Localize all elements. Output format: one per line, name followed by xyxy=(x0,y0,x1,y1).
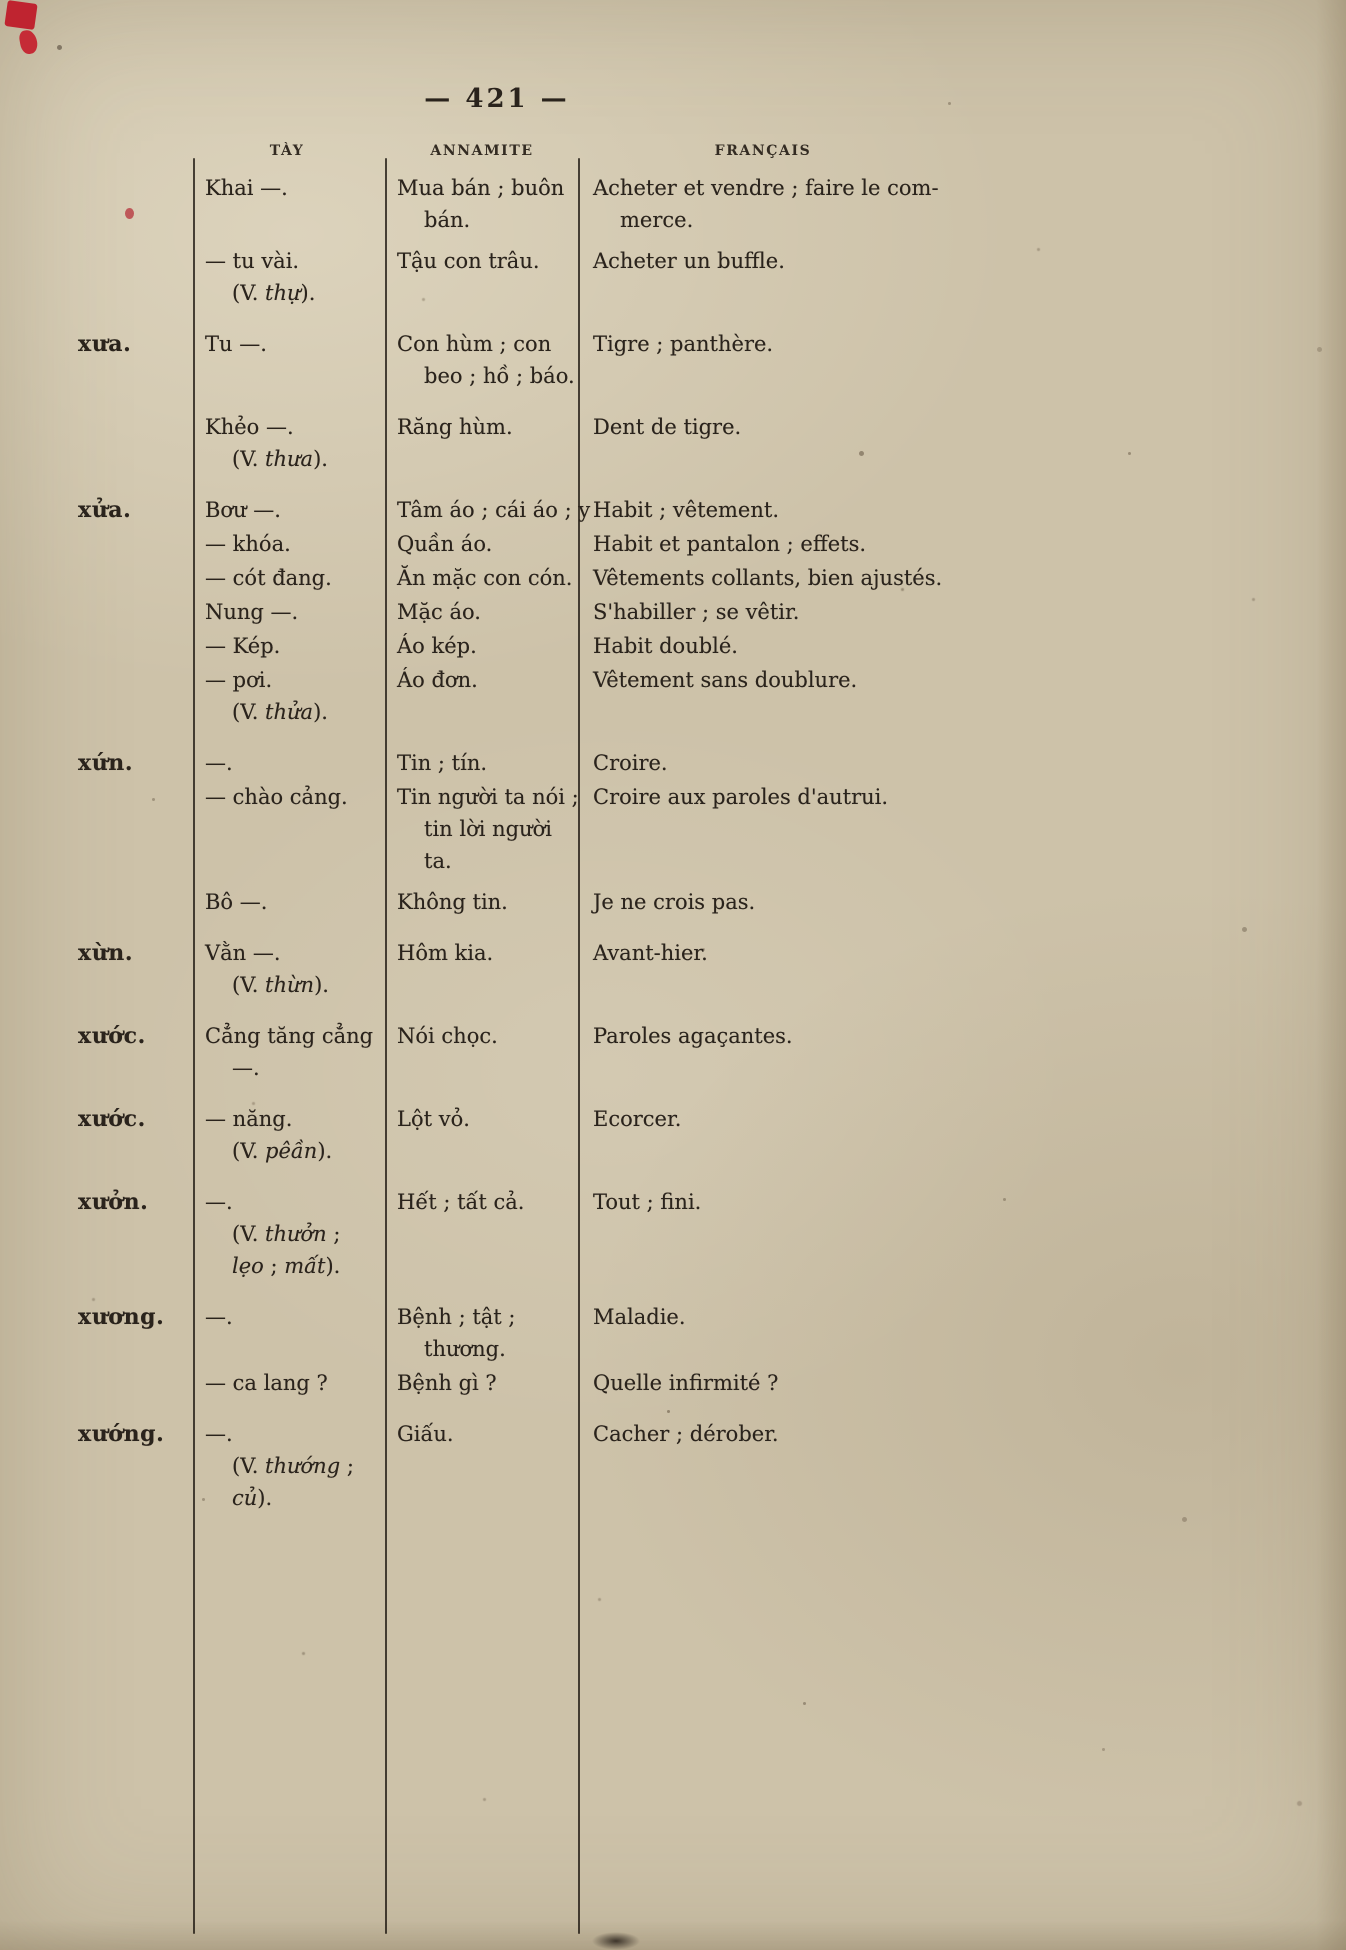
column-header-annamite: ANNAMITE xyxy=(430,143,534,159)
headword xyxy=(78,937,205,969)
entry-line: beo ; hồ ; báo. xyxy=(424,364,575,388)
francais-cell xyxy=(593,528,1310,560)
dictionary-entry xyxy=(78,630,1310,662)
entry-line: Con hùm ; con xyxy=(397,332,552,356)
tay-cell xyxy=(205,937,397,1001)
annamite-cell xyxy=(397,562,593,594)
tay-cell xyxy=(205,1186,397,1282)
annamite-cell xyxy=(397,937,593,969)
entry-line: — pơi. xyxy=(205,668,273,692)
francais-cell xyxy=(593,630,1310,662)
entry-line: Cacher ; dérober. xyxy=(593,1422,779,1446)
entry-line: Tâm áo ; cái áo ; y xyxy=(397,498,591,522)
entry-line: xương. xyxy=(78,1304,165,1330)
francais-cell xyxy=(593,494,1310,526)
annamite-cell xyxy=(397,1103,593,1135)
entry-line: Khẻo —. xyxy=(205,415,294,439)
entry-line: Nung —. xyxy=(205,600,299,624)
tay-cell xyxy=(205,328,397,360)
headword xyxy=(78,1418,205,1450)
entry-line: — năng. xyxy=(205,1107,293,1131)
entry-line: Quần áo. xyxy=(397,532,493,556)
annamite-cell xyxy=(397,596,593,628)
tay-cell xyxy=(205,1367,397,1399)
entry-line: Quelle infirmité ? xyxy=(593,1371,779,1395)
francais-cell xyxy=(593,1020,1310,1052)
entry-line: — ca lang ? xyxy=(205,1371,328,1395)
francais-cell xyxy=(593,245,1310,277)
entry-line: Giấu. xyxy=(397,1422,454,1446)
entry-line: Tin người ta nói ; xyxy=(397,785,579,809)
dictionary-entry xyxy=(78,886,1310,918)
francais-cell xyxy=(593,1301,1310,1333)
dictionary-entry xyxy=(78,596,1310,628)
entry-line: Maladie. xyxy=(593,1305,686,1329)
entry-line: Áo kép. xyxy=(397,634,477,658)
tay-cell xyxy=(205,630,397,662)
dictionary-entry xyxy=(78,664,1310,728)
entry-line: Cẳng tăng cẳng xyxy=(205,1024,374,1048)
tay-cell xyxy=(205,781,397,813)
dictionary-entry xyxy=(78,1418,1310,1514)
paper-specks xyxy=(0,0,3,3)
annamite-cell xyxy=(397,328,593,392)
entry-line: tin lời người xyxy=(424,817,552,841)
dictionary-entry xyxy=(78,328,1310,392)
dictionary-entry xyxy=(78,172,1310,236)
entry-line: — khóa. xyxy=(205,532,291,556)
entry-line: (V. thưa). xyxy=(232,447,328,471)
headword xyxy=(78,1186,205,1218)
entry-line: (V. thướng ; xyxy=(232,1454,354,1478)
entry-line: Je ne crois pas. xyxy=(593,890,756,914)
headword xyxy=(78,747,205,779)
red-ink-mark xyxy=(4,0,37,30)
annamite-cell xyxy=(397,1301,593,1365)
dictionary-entry xyxy=(78,747,1310,779)
entry-line: Acheter et vendre ; faire le com- xyxy=(593,176,939,200)
dictionary-entry xyxy=(78,1301,1310,1365)
annamite-cell xyxy=(397,1367,593,1399)
entry-line: Paroles agaçantes. xyxy=(593,1024,793,1048)
entry-line: (V. thừn). xyxy=(232,973,329,997)
entry-line: (V. pêần). xyxy=(232,1139,333,1163)
annamite-cell xyxy=(397,528,593,560)
ink-smudge xyxy=(592,1932,640,1950)
entry-line: Hết ; tất cả. xyxy=(397,1190,525,1214)
headword xyxy=(78,328,205,360)
tay-cell xyxy=(205,747,397,779)
entry-line: Hôm kia. xyxy=(397,941,494,965)
francais-cell xyxy=(593,1418,1310,1450)
entry-line: Không tin. xyxy=(397,890,508,914)
entry-line: — cót đang. xyxy=(205,566,332,590)
headword xyxy=(78,1020,205,1052)
francais-cell xyxy=(593,328,1310,360)
entry-line: Croire aux paroles d'autrui. xyxy=(593,785,889,809)
dictionary-entry xyxy=(78,937,1310,1001)
entry-line: Habit doublé. xyxy=(593,634,738,658)
entry-line: merce. xyxy=(620,208,694,232)
entry-line: xước. xyxy=(78,1023,146,1049)
dictionary-entry xyxy=(78,1020,1310,1084)
entry-line: thương. xyxy=(424,1337,506,1361)
entry-line: Vêtement sans doublure. xyxy=(593,668,858,692)
dictionary-entry xyxy=(78,562,1310,594)
tay-cell xyxy=(205,1020,397,1084)
annamite-cell xyxy=(397,1020,593,1052)
annamite-cell xyxy=(397,886,593,918)
entry-line: Lột vỏ. xyxy=(397,1107,470,1131)
tay-cell xyxy=(205,596,397,628)
entry-line: Vêtements collants, bien ajustés. xyxy=(593,566,943,590)
entry-line: Mua bán ; buôn xyxy=(397,176,565,200)
entry-line: bán. xyxy=(424,208,471,232)
francais-cell xyxy=(593,596,1310,628)
entry-line: (V. thửa). xyxy=(232,700,328,724)
annamite-cell xyxy=(397,494,593,526)
francais-cell xyxy=(593,937,1310,969)
entry-line: Răng hùm. xyxy=(397,415,513,439)
tay-cell xyxy=(205,886,397,918)
entry-line: Khai —. xyxy=(205,176,288,200)
dictionary-entry xyxy=(78,781,1310,877)
dictionary-entry xyxy=(78,245,1310,309)
francais-cell xyxy=(593,562,1310,594)
entry-line: xưa. xyxy=(78,331,132,357)
headword xyxy=(78,494,205,526)
tay-cell xyxy=(205,411,397,475)
entry-line: Bệnh ; tật ; xyxy=(397,1305,516,1329)
tay-cell xyxy=(205,172,397,204)
entry-line: S'habiller ; se vêtir. xyxy=(593,600,800,624)
entry-line: Acheter un buffle. xyxy=(593,249,785,273)
francais-cell xyxy=(593,411,1310,443)
entry-line: xướng. xyxy=(78,1421,165,1447)
entry-line: — chào cảng. xyxy=(205,785,348,809)
annamite-cell xyxy=(397,664,593,696)
dictionary-entry xyxy=(78,1186,1310,1282)
entry-line: (V. thưởn ; xyxy=(232,1222,341,1246)
entry-line: Habit ; vêtement. xyxy=(593,498,779,522)
entry-line: Dent de tigre. xyxy=(593,415,742,439)
annamite-cell xyxy=(397,172,593,236)
entry-line: Tu —. xyxy=(205,332,267,356)
entry-line: —. xyxy=(205,751,233,775)
francais-cell xyxy=(593,1103,1310,1135)
dictionary-entry xyxy=(78,494,1310,526)
entry-line: củ). xyxy=(232,1486,273,1510)
entry-line: Ăn mặc con cón. xyxy=(397,566,573,590)
headword xyxy=(78,1301,205,1333)
headword xyxy=(78,1103,205,1135)
entry-line: —. xyxy=(205,1190,233,1214)
column-header-tay: TÀY xyxy=(269,143,305,159)
page-number: — 421 — xyxy=(424,84,570,114)
column-header-francais: FRANÇAIS xyxy=(714,143,812,159)
entry-line: Tigre ; panthère. xyxy=(593,332,774,356)
francais-cell xyxy=(593,781,1310,813)
entry-line: Bơư —. xyxy=(205,498,281,522)
francais-cell xyxy=(593,886,1310,918)
entry-line: Tin ; tín. xyxy=(397,751,488,775)
tay-cell xyxy=(205,664,397,728)
entry-line: Tậu con trâu. xyxy=(397,249,540,273)
red-ink-mark xyxy=(18,29,39,56)
entry-line: —. xyxy=(205,1422,233,1446)
tay-cell xyxy=(205,562,397,594)
tay-cell xyxy=(205,1418,397,1514)
entry-line: lẹo ; mất). xyxy=(232,1254,341,1278)
tay-cell xyxy=(205,528,397,560)
francais-cell xyxy=(593,1367,1310,1399)
dictionary-entry xyxy=(78,411,1310,475)
francais-cell xyxy=(593,1186,1310,1218)
entry-line: Bô —. xyxy=(205,890,268,914)
annamite-cell xyxy=(397,245,593,277)
entry-line: Croire. xyxy=(593,751,668,775)
entry-line: —. xyxy=(232,1056,260,1080)
entry-line: — Kép. xyxy=(205,634,281,658)
annamite-cell xyxy=(397,1186,593,1218)
entry-line: (V. thự). xyxy=(232,281,316,305)
dictionary-entry xyxy=(78,1103,1310,1167)
tay-cell xyxy=(205,494,397,526)
entry-line: Vằn —. xyxy=(205,941,281,965)
entry-line: xưởn. xyxy=(78,1189,149,1215)
dictionary-entries xyxy=(78,172,1310,1514)
annamite-cell xyxy=(397,630,593,662)
tay-cell xyxy=(205,1103,397,1167)
entry-line: xước. xyxy=(78,1106,146,1132)
entry-line: — tu vài. xyxy=(205,249,300,273)
entry-line: Mặc áo. xyxy=(397,600,481,624)
entry-line: Nói chọc. xyxy=(397,1024,498,1048)
dictionary-entry xyxy=(78,1367,1310,1399)
entry-line: xứn. xyxy=(78,750,134,776)
francais-cell xyxy=(593,664,1310,696)
annamite-cell xyxy=(397,781,593,877)
entry-line: ta. xyxy=(424,849,452,873)
entry-line: Habit et pantalon ; effets. xyxy=(593,532,867,556)
entry-line: —. xyxy=(205,1305,233,1329)
entry-line: Áo đơn. xyxy=(397,668,478,692)
annamite-cell xyxy=(397,1418,593,1450)
entry-line: xừn. xyxy=(78,940,134,966)
tay-cell xyxy=(205,1301,397,1333)
entry-line: Ecorcer. xyxy=(593,1107,682,1131)
entry-line: Bệnh gì ? xyxy=(397,1371,497,1395)
francais-cell xyxy=(593,172,1310,236)
entry-line: xửa. xyxy=(78,497,132,523)
entry-line: Avant-hier. xyxy=(593,941,708,965)
tay-cell xyxy=(205,245,397,309)
annamite-cell xyxy=(397,411,593,443)
annamite-cell xyxy=(397,747,593,779)
dictionary-entry xyxy=(78,528,1310,560)
entry-line: Tout ; fini. xyxy=(593,1190,702,1214)
francais-cell xyxy=(593,747,1310,779)
